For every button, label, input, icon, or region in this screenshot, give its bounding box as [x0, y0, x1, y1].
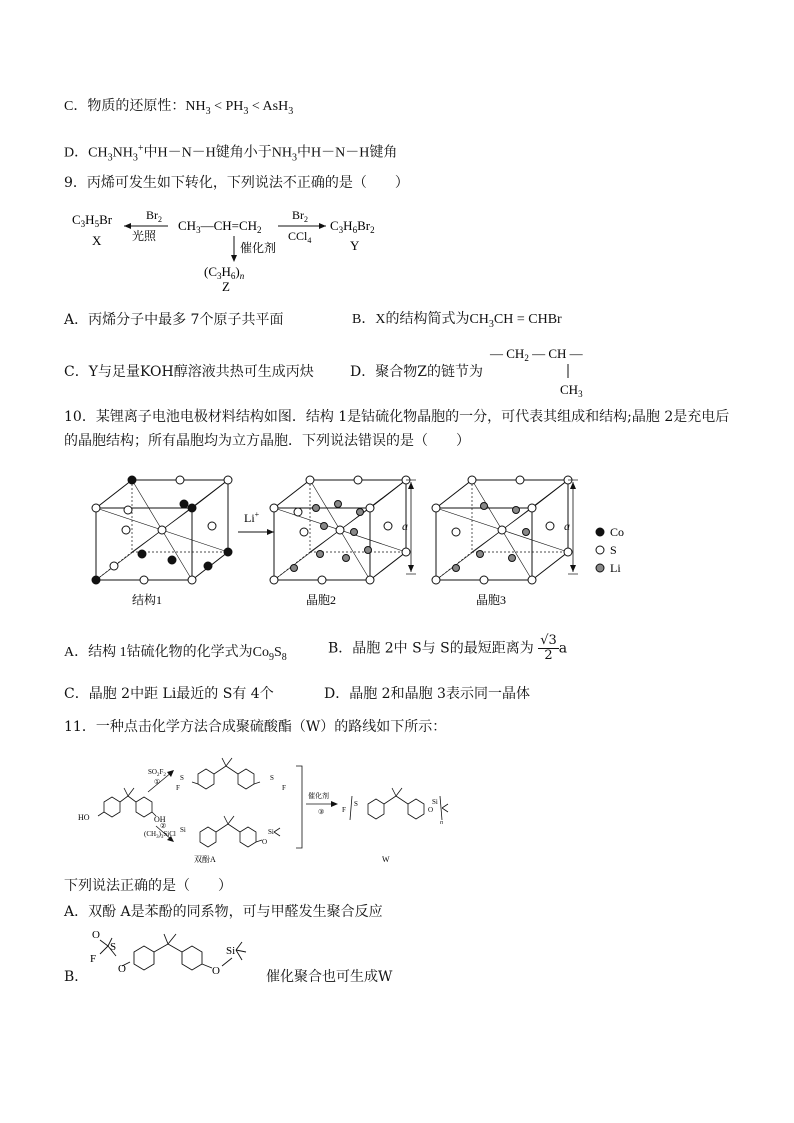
q10-crystal-figure — [84, 470, 684, 612]
q10-option-b: B．晶胞 2中 S与 S的最短距离为 $\frac{√3}{2}$ a — [328, 633, 568, 663]
s-label-1: S — [180, 774, 184, 782]
q9-option-b: B．X的结构简式为$CH_3CH$ = CHBr — [352, 312, 562, 330]
q9-option-d: D．聚合物Z的链节为 — [350, 364, 483, 380]
legend-s-label: S — [610, 543, 617, 557]
option-b-si: Si — [226, 945, 236, 957]
q11-option-b-suffix: 催化聚合也可生成W — [266, 969, 393, 985]
cell-2 — [270, 476, 410, 584]
sqrt3-over-2-fraction: $\frac{√3}{2}$ — [540, 633, 557, 663]
caption-cell-2: 晶胞2 — [306, 593, 337, 607]
q10-option-d: D．晶胞 2和晶胞 3表示同一晶体 — [324, 686, 530, 702]
dim-2-arrow-down — [408, 565, 414, 572]
si-label-1: Si — [180, 826, 186, 834]
lithiation-label: Li+ — [244, 510, 260, 525]
reagent-tmscl: $(CH_3)_3SiCl$ — [144, 830, 176, 840]
down-arrow-head — [231, 255, 237, 262]
dim-2-label: a — [402, 519, 408, 533]
q11-synthesis-scheme — [64, 752, 484, 868]
caption-cell-3: 晶胞3 — [476, 593, 507, 607]
label-w: W — [382, 855, 390, 864]
q9-option-a: A．丙烯分子中最多 7个原子共平面 — [64, 312, 284, 328]
legend-co-swatch — [596, 528, 604, 536]
repeat-unit-backbone: — $CH_2$ — CH — — [490, 346, 583, 363]
q9-option-d-repeat-unit — [488, 342, 608, 398]
polymerization-arrow-head — [331, 801, 338, 807]
w-si-label: Si — [432, 798, 438, 806]
right-arrow-head — [319, 223, 326, 229]
q8-option-d: D．$CH_3NH_3^+$中H－N－H键角小于$NH_3$中H－N－H键角 — [64, 143, 398, 164]
q10-option-c: C．晶胞 2中距 Li最近的 S有 4个 — [64, 686, 274, 702]
q11-question: 下列说法正确的是（ ） — [64, 878, 232, 894]
propene-formula: $CH_3—CH=CH_2$ — [178, 218, 262, 235]
option-b-o-top: O — [92, 929, 100, 941]
x-formula: $C_3H_5Br$ — [72, 212, 113, 229]
left-condition: 光照 — [132, 229, 157, 243]
oh-label: OH — [154, 815, 166, 824]
bisphenol-a-structure — [98, 788, 156, 817]
right-reagent-br2: $Br_2$ — [292, 208, 308, 224]
option-b-f: F — [90, 953, 97, 965]
y-label: Y — [350, 238, 360, 253]
step-2: ② — [160, 822, 167, 830]
o-label-1: O — [262, 838, 268, 846]
reagent-so2f2: $SO_2F_2$ — [148, 768, 166, 778]
x-label: X — [92, 233, 102, 248]
polymerization-catalyst: 催化剂 — [308, 792, 329, 800]
down-catalyst: 催化剂 — [240, 241, 277, 255]
structure-1 — [92, 476, 232, 584]
w-o-label: O — [428, 806, 434, 814]
step-1: ① — [154, 778, 161, 786]
dim-3-label: a — [564, 519, 570, 533]
q8-option-c: C．物质的还原性：$NH_3 < PH_3 < AsH_3$ — [64, 99, 294, 117]
dim-3-arrow-down — [570, 565, 576, 572]
y-formula: $C_3H_6Br_2$ — [330, 218, 375, 235]
w-s-label: S — [354, 800, 358, 808]
legend-s-swatch — [596, 546, 604, 554]
option-b-o-left: O — [118, 963, 126, 975]
left-arrow-head — [124, 223, 131, 229]
si-label-2: Si — [268, 828, 274, 836]
lithiation-arrow-head — [267, 529, 274, 535]
ho-label: HO — [78, 813, 90, 822]
bis-fluorosulfate-structure — [192, 758, 260, 789]
q9-option-c: C．Y与足量KOH醇溶液共热可生成丙炔 — [64, 364, 314, 380]
repeat-unit-methyl: $CH_3$ — [560, 382, 583, 398]
legend-li-swatch — [596, 564, 604, 572]
z-label: Z — [222, 279, 230, 292]
option-b-s: S — [110, 941, 117, 953]
q9-reaction-scheme — [64, 200, 404, 292]
cell-3 — [432, 476, 572, 584]
left-reagent-br2: $Br_2$ — [146, 208, 162, 224]
legend — [596, 525, 624, 575]
right-reagent-ccl4: CCl$_4$ — [288, 229, 312, 245]
q10-option-a: A．结构 1钴硫化物的化学式为$Co_9S_8$ — [64, 645, 287, 663]
f-label-2: F — [282, 784, 286, 792]
q11-stem: 11．一种点击化学方法合成聚硫酸酯（W）的路线如下所示： — [64, 719, 447, 735]
q10-stem-line1: 10．某锂离子电池电极材料结构如图．结构 1是钴硫化物晶胞的一分，可代表其组成和结构;晶胞 2是充电后 — [64, 409, 730, 425]
s-label-2: S — [270, 774, 274, 782]
q11-option-a: A．双酚 A是苯酚的同系物，可与甲醛发生聚合反应 — [64, 904, 383, 920]
q9-stem: 9．丙烯可发生如下转化，下列说法不正确的是（ ） — [64, 175, 409, 191]
q11-option-b-structure — [86, 926, 262, 988]
caption-structure-1: 结构1 — [132, 593, 163, 607]
label-bisphenol-a: 双酚A — [194, 855, 216, 864]
branch-arrow-1-head — [167, 770, 174, 777]
w-n-label: n — [440, 820, 443, 826]
z-formula: $(C_3H_6)_n$ — [204, 264, 245, 281]
step-3: ③ — [318, 808, 325, 816]
legend-co-label: Co — [610, 525, 625, 539]
q11-option-b-prefix: B． — [64, 969, 89, 985]
q10-stem-line2: 的晶胞结构；所有晶胞均为立方晶胞．下列说法错误的是（ ） — [64, 433, 470, 449]
f-label-1: F — [176, 784, 180, 792]
w-f-label: F — [342, 806, 346, 814]
option-b-o-right: O — [212, 965, 220, 977]
reactant-bracket — [296, 766, 302, 848]
legend-li-label: Li — [610, 561, 621, 575]
